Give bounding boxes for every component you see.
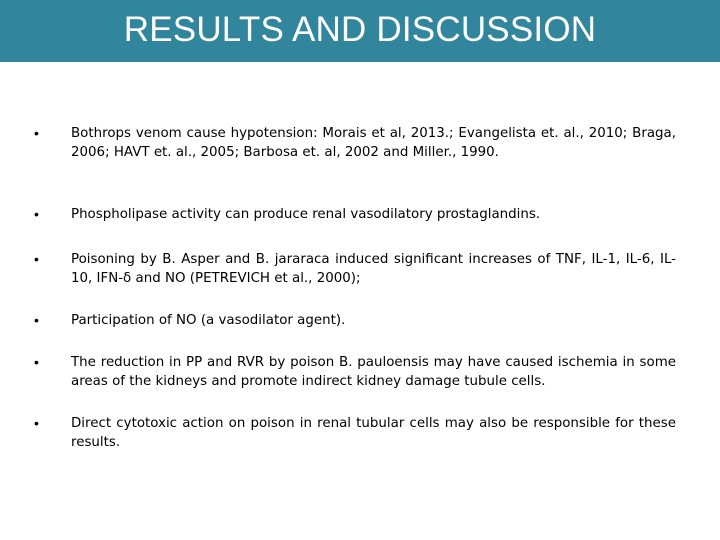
bullet-marker: • bbox=[34, 354, 39, 370]
bullet-marker: • bbox=[34, 312, 39, 328]
bullet-marker: • bbox=[34, 415, 39, 431]
bullet-marker: • bbox=[34, 125, 39, 141]
bullet-text: Direct cytotoxic action on poison in renal tubular cells may also be responsible for these results. bbox=[71, 416, 676, 450]
bullet-marker: • bbox=[34, 251, 39, 267]
slide-title: RESULTS AND DISCUSSION bbox=[123, 10, 597, 49]
bullet-text: Participation of NO (a vasodilator agent). bbox=[71, 313, 346, 328]
bullet-marker: • bbox=[34, 206, 39, 222]
bullet-text: Poisoning by B. Asper and B. jararaca induced significant increases of TNF, IL-1, IL-6, IL-10, IFN-δ and NO (PETREVICH et al., 2000); bbox=[71, 252, 676, 286]
bullet-text: The reduction in PP and RVR by poison B. pauloensis may have caused ischemia in some areas of the kidneys and promote indirect kidney damage tubule cells. bbox=[71, 355, 676, 389]
bullet-text: Bothrops venom cause hypotension: Morais et al, 2013.; Evangelista et. al., 2010; Braga, 2006; HAVT et. al., 2005; Barbosa et. al, 2002 and Miller., 1990. bbox=[71, 126, 676, 160]
bullet-text: Phospholipase activity can produce renal vasodilatory prostaglandins. bbox=[71, 207, 541, 222]
